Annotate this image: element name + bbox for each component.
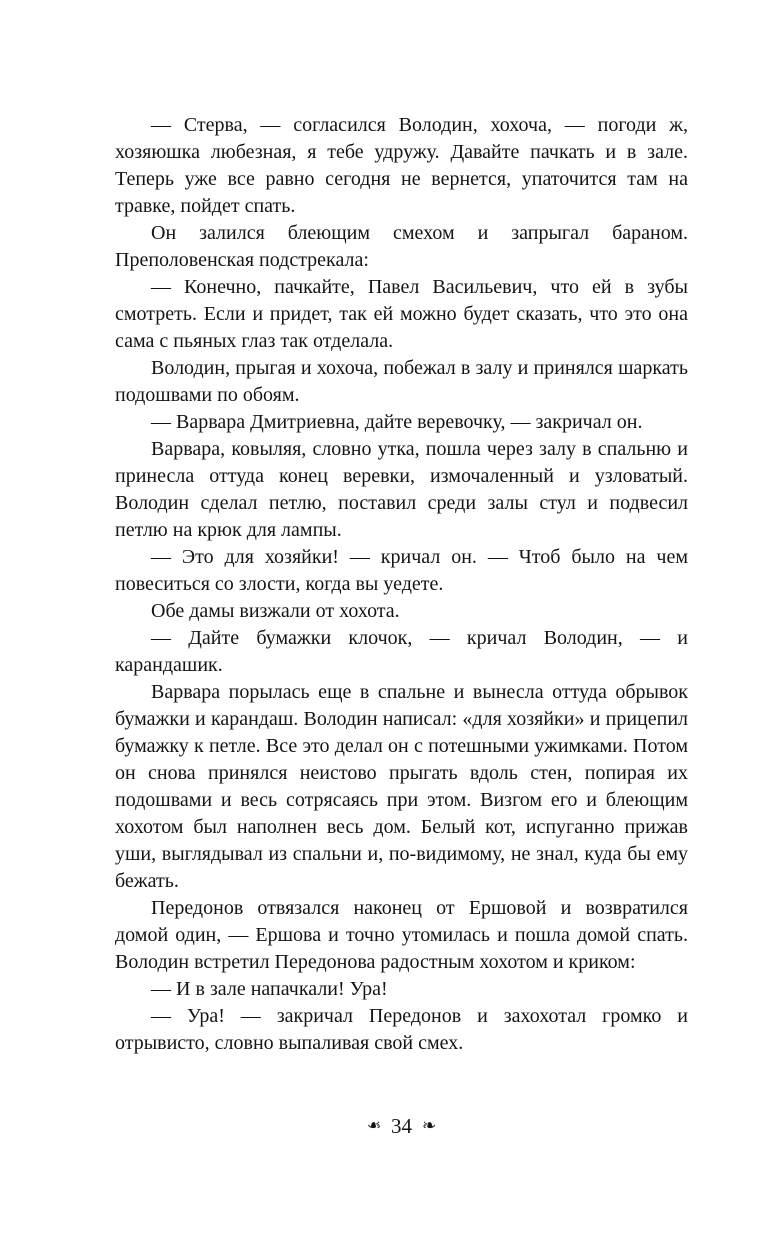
page-number: 34 [391, 1114, 412, 1139]
paragraph: — И в зале напачкали! Ура! [151, 978, 388, 1000]
paragraph: — Ура! — закричал Передонов и захохотал громко и отрывисто, словно выпаливая свой смех. [115, 1005, 688, 1054]
fleuron-right-icon: ❧ [422, 1116, 437, 1136]
paragraph: Он залился блеющим смехом и запрыгал бараном. Преполовенская подстрекала: [115, 222, 688, 271]
paragraph: — Варвара Дмитриевна, дайте веревочку, — закричал он. [151, 411, 643, 433]
paragraph: — Дайте бумажки клочок, — кричал Володин, — и карандашик. [115, 627, 688, 676]
paragraph: Варвара порылась еще в спальне и вынесла оттуда обрывок бумажки и карандаш. Володин написал: «для хозяйки» и прицепил бумажку к петле. Все это делал он с потешными ужимками. Потом он снова принялся неистово прыгать вдоль стен, попирая их подошвами и весь сотрясаясь при этом. Визгом его и блеющим хохотом был наполнен весь дом. Белый кот, испуганно прижав уши, выглядывал из спальни и, по-видимому, не знал, куда бы ему бежать. [115, 681, 688, 892]
page-text [115, 112, 688, 1057]
paragraph: Обе дамы визжали от хохота. [151, 600, 400, 622]
fleuron-left-icon: ❧ [366, 1116, 381, 1136]
paragraph: — Конечно, пачкайте, Павел Васильевич, что ей в зубы смотреть. Если и придет, так ей можно будет сказать, что это она сама с пьяных глаз так отделала. [115, 276, 688, 352]
paragraph: Варвара, ковыляя, словно утка, пошла через залу в спальню и принесла оттуда конец веревки, измочаленный и узловатый. Володин сделал петлю, поставил среди залы стул и подвесил петлю на крюк для лампы. [115, 438, 688, 541]
paragraph: — Это для хозяйки! — кричал он. — Чтоб было на чем повеситься со злости, когда вы уедете. [115, 546, 688, 595]
page-footer [115, 1110, 688, 1140]
paragraph: — Стерва, — согласился Володин, хохоча, — погоди ж, хозяюшка любезная, я тебе удружу. Давайте пачкать и в зале. Теперь уже все равно сегодня не вернется, упаточится там на травке, пойдет спать. [115, 114, 688, 217]
paragraph: Передонов отвязался наконец от Ершовой и возвратился домой один, — Ершова и точно утомилась и пошла домой спать. Володин встретил Передонова радостным хохотом и криком: [115, 897, 688, 973]
paragraph: Володин, прыгая и хохоча, побежал в залу и принялся шаркать подошвами по обоям. [115, 357, 688, 406]
